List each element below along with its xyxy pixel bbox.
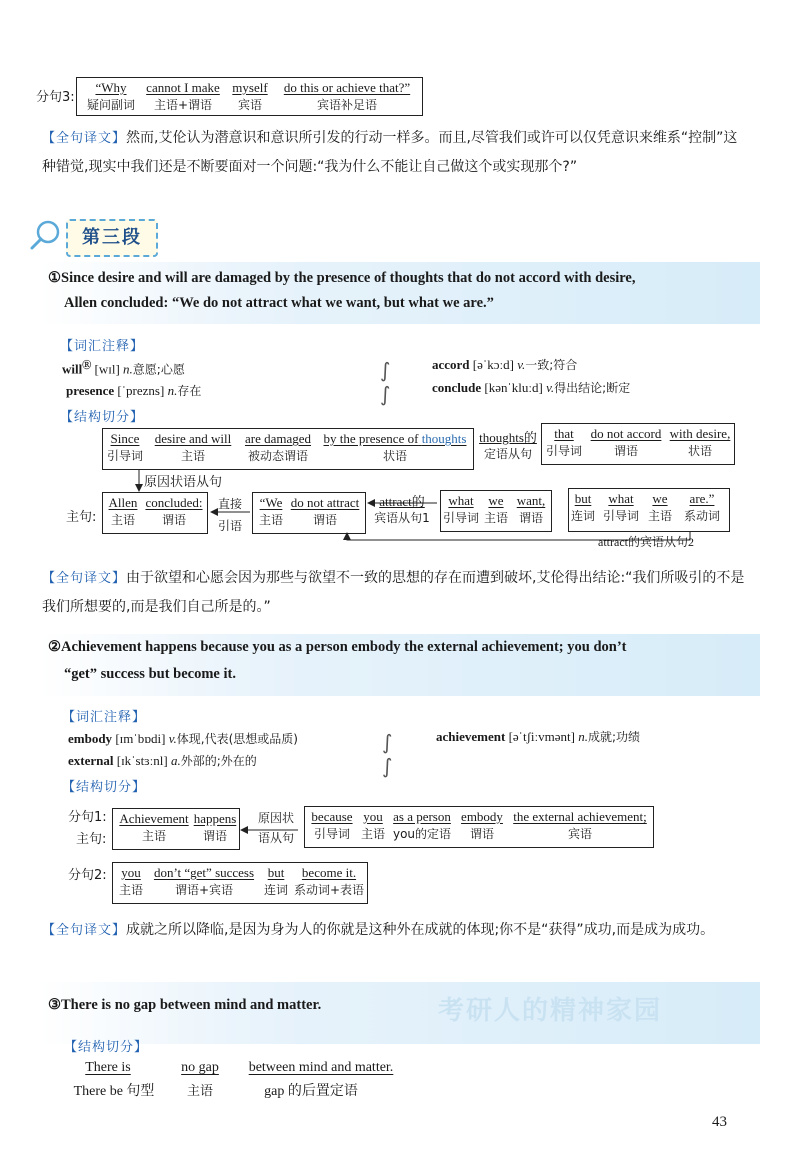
vocab-pos: n. (578, 729, 588, 744)
translation-block (42, 124, 747, 181)
cell-bottom: 谓语 (161, 513, 186, 527)
vocab-meaning: 意愿;心愿 (132, 362, 185, 377)
cell-bottom: 系动词 (683, 509, 720, 523)
sentence-2-line-1: ②Achievement happens because you as a person embody the external achievement; you don’t (48, 639, 627, 655)
relation-bottom: 引语 (217, 519, 242, 533)
vocab-will (62, 358, 185, 377)
clause-3-label: 分句3: (36, 90, 75, 105)
vocab-meaning: 一致;符合 (525, 358, 578, 372)
cell-top: because (311, 809, 353, 824)
vocab-ipa: [ɪmˈbɒdi] (115, 731, 166, 746)
sentence-3: ③There is no gap between mind and matter. (48, 997, 322, 1013)
cell-top: we (652, 491, 668, 506)
cell-bottom: gap 的后置定语 (264, 1084, 358, 1099)
clause-box-but (568, 488, 730, 532)
vocab-meaning: 成就;功绩 (587, 730, 641, 744)
cell-bottom: 主语 (186, 1084, 213, 1099)
sentence-1-line-2: Allen concluded: “We do not attract what we want, but what we are.” (64, 295, 494, 311)
clause-box-that (541, 423, 735, 465)
vocab-ipa: [əˈtʃiːvmənt] (508, 729, 575, 744)
cell-top: are.” (689, 491, 715, 506)
cell-bottom: 引导词 (106, 449, 143, 463)
vocab-word: achievement (436, 729, 506, 744)
vocab-meaning: 得出结论;断定 (554, 381, 631, 395)
cell-bottom: 系动词+表语 (293, 883, 365, 897)
divider-squiggle: ∫ ∫ (380, 358, 391, 406)
page-number: 43 (712, 1114, 727, 1130)
cell-top: embody (461, 809, 503, 824)
structure-tag: 【结构切分】 (60, 410, 145, 425)
cell-top: the external achievement; (513, 809, 647, 824)
cell-bottom: 谓语 (202, 829, 227, 843)
cell-bottom: 主语 (258, 513, 283, 527)
high-frequency-mark: Ⓡ (82, 360, 92, 370)
cell-bottom: 连词 (263, 883, 288, 897)
vocab-meaning: 存在 (177, 384, 202, 398)
vocab-external (68, 752, 257, 769)
vocab-word: conclude (432, 380, 482, 395)
vocab-pos: v. (168, 731, 177, 746)
sentence-1-line-1: ①Since desire and will are damaged by the presence of thoughts that do not accord with desire, (48, 270, 636, 286)
cell-top: “Why (95, 80, 127, 95)
relation-top: thoughts的 (479, 430, 537, 445)
clause-box-you (112, 862, 368, 904)
watermark: 考研人的精神家园 (438, 996, 663, 1026)
cell-top: what (448, 493, 474, 508)
vocab-meaning: 体现,代表(思想或品质) (176, 732, 298, 746)
vocab-tag: 【词汇注释】 (60, 339, 145, 354)
vocab-word: embody (68, 731, 113, 746)
main-clause-label: 主句: (76, 832, 107, 847)
adverbial-clause-label: 原因状语从句 (144, 475, 223, 490)
vocab-word: external (68, 753, 114, 768)
clause-3-box (76, 77, 423, 116)
cell-top: do not attract (290, 495, 360, 510)
cell-top-text: by the presence of (323, 431, 419, 446)
clause-2-label: 分句2: (68, 868, 107, 883)
cell-bottom: 疑问副词 (86, 98, 135, 112)
cell-bottom: 引导词 (442, 511, 479, 525)
clause-box-allen (102, 492, 208, 534)
cell-bottom: 状语 (687, 444, 712, 458)
vocab-pos: n. (167, 383, 178, 398)
translation-tag: 【全句译文】 (42, 571, 127, 586)
cell-bottom: 主语 (360, 827, 385, 841)
cell-bottom: 主语 (483, 511, 508, 525)
object-clause-2-label: attract的宾语从句2 (598, 535, 694, 549)
cell-top: Allen (108, 495, 138, 510)
cell-bottom: 引导词 (602, 509, 639, 523)
translation-text: 成就之所以降临,是因为身为人的你就是这种外在成就的体现;你不是“获得”成功,而是成为成功。 (126, 922, 715, 938)
vocab-pos: v. (546, 380, 555, 395)
relation-bottom: 宾语从句1 (374, 511, 430, 525)
cell-bottom: 谓语 (469, 827, 494, 841)
cell-top: we (488, 493, 504, 508)
cell-bottom: 宾语 (567, 827, 592, 841)
cell-top: no gap (181, 1060, 219, 1075)
cell-top: with desire, (669, 426, 731, 441)
vocab-word: presence (66, 383, 115, 398)
vocab-accord (432, 356, 577, 373)
main-clause-label: 主句: (66, 510, 97, 525)
translation-text: 然而,艾伦认为潜意识和意识所引发的行动一样多。而且,尽管我们或许可以仅凭意识来维系“控制”这种错觉,现实中我们还是不断要面对一个问题:“我为什么不能让自己做这个或实现那个?” (42, 130, 738, 175)
clause-1-label: 分句1: (68, 810, 107, 825)
clause-box-because (304, 806, 654, 848)
cell-bottom: 谓语 (312, 513, 337, 527)
relation-label (212, 496, 248, 534)
cell-bottom: 宾语 (237, 98, 262, 112)
cell-top: don’t “get” success (153, 865, 255, 880)
cell-top: you (121, 865, 141, 880)
cell-top: are damaged (244, 431, 312, 446)
vocab-pos: n. (123, 361, 133, 377)
structure-tag: 【结构切分】 (64, 1040, 149, 1055)
vocab-ipa: [ɪkˈstɜːnl] (116, 753, 168, 768)
cell-top: Since (110, 431, 140, 446)
cell-bottom: 谓语 (518, 511, 543, 525)
vocab-tag: 【词汇注释】 (62, 710, 147, 725)
relation-top: 直接 (217, 497, 242, 511)
cell-bottom: 引导词 (313, 827, 350, 841)
vocab-embody (68, 730, 298, 747)
cell-bottom: 宾语补足语 (316, 98, 377, 112)
cell-top: become it. (301, 865, 357, 880)
vocab-word: will (62, 361, 83, 377)
relation-label (476, 430, 540, 462)
translation-tag: 【全句译文】 (42, 923, 127, 938)
translation-block (42, 916, 747, 945)
cell-top: want, (516, 493, 546, 508)
cell-top: what (608, 491, 634, 506)
cell-top: desire and will (154, 431, 232, 446)
vocab-ipa: [wɪl] (94, 361, 120, 377)
cell-bottom: 主语 (110, 513, 135, 527)
section-title: 第三段 (82, 227, 142, 248)
clause-box-what (440, 490, 552, 532)
cell-top: happens (193, 811, 237, 826)
translation-block (42, 564, 747, 621)
vocab-ipa: [kənˈkluːd] (484, 380, 543, 395)
cell-bottom: 被动态谓语 (247, 449, 308, 463)
vocab-presence (66, 382, 201, 399)
cell-top (319, 431, 471, 447)
cell-top: between mind and matter. (248, 1060, 394, 1075)
vocab-pos: a. (170, 753, 181, 768)
cell-top: as a person (393, 809, 451, 824)
cell-bottom: 主语 (180, 449, 205, 463)
cell-top: “We (259, 495, 283, 510)
relation-bottom: 语从句 (257, 831, 294, 845)
vocab-meaning: 外部的;外在的 (180, 754, 257, 768)
cell-top: you (363, 809, 383, 824)
cell-bottom: 主语 (118, 883, 143, 897)
section-header (66, 219, 158, 257)
cell-bottom: 连词 (570, 509, 595, 523)
relation-top: attract的 (379, 494, 425, 509)
cell-bottom: you的定语 (392, 827, 452, 841)
cell-top-highlight: thoughts (421, 431, 467, 446)
cell-top: concluded: (145, 495, 203, 510)
relation-bottom: 定语从句 (483, 447, 532, 461)
magnifier-icon (28, 218, 64, 254)
cell-top: but (574, 491, 592, 506)
cell-top: but (267, 865, 285, 880)
clause-box-since (102, 428, 474, 470)
cell-top: myself (232, 80, 268, 95)
vocab-ipa: [əˈkɔːd] (472, 357, 514, 372)
cell-bottom: 主语 (647, 509, 672, 523)
cell-bottom: 引导词 (545, 444, 582, 458)
clause-box-achievement (112, 808, 240, 850)
cell-top: do not accord (590, 426, 662, 441)
cell-top: Achievement (119, 811, 189, 826)
relation-top: 原因状 (257, 811, 294, 825)
cell-top: that (554, 426, 574, 441)
vocab-word: accord (432, 357, 470, 372)
vocab-pos: v. (517, 357, 526, 372)
relation-label (254, 810, 298, 846)
divider-squiggle: ∫ ∫ (382, 730, 393, 778)
cell-bottom: There be 句型 (73, 1084, 155, 1099)
vocab-conclude (432, 379, 630, 396)
cell-bottom: 谓语 (613, 444, 638, 458)
cell-top: do this or achieve that?” (283, 80, 411, 95)
clause-box-we (252, 492, 366, 534)
cell-bottom: 主语 (141, 829, 166, 843)
cell-top: cannot I make (146, 80, 220, 95)
translation-text: 由于欲望和心愿会因为那些与欲望不一致的思想的存在而遭到破坏,艾伦得出结论:“我们所吸引的不是我们所想要的,而是我们自己所是的。” (42, 570, 745, 615)
translation-tag: 【全句译文】 (42, 131, 127, 146)
relation-label (368, 494, 436, 526)
cell-bottom: 状语 (382, 449, 407, 463)
cell-bottom: 主语+谓语 (153, 98, 213, 112)
structure-tag: 【结构切分】 (62, 780, 147, 795)
sentence-2-line-2: “get” success but become it. (64, 666, 236, 682)
vocab-ipa: [ˈprezns] (117, 383, 165, 398)
cell-top: There is (85, 1060, 131, 1075)
vocab-achievement (436, 728, 640, 745)
cell-bottom: 谓语+宾语 (174, 883, 234, 897)
